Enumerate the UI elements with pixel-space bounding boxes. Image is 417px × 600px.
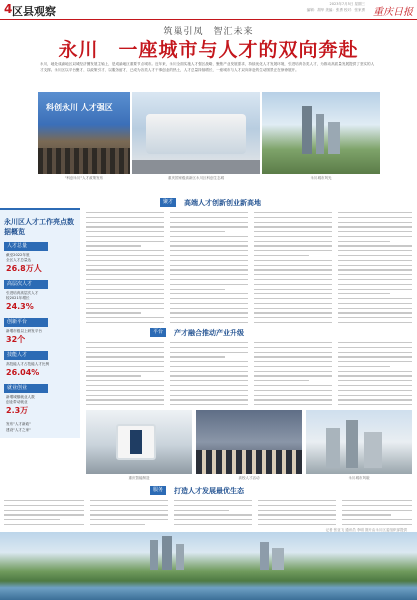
photo-city-panorama: [0, 532, 417, 600]
editor-line: 编辑：胡华 美编：张勇 校对：张家勇: [306, 8, 365, 12]
lead-paragraph: 永川，地处成渝地区双城经济圈发展主轴上，是成渝地区重要节点城市。近年来，永川全面实施人才强区战略，聚焦产业发展需求，持续优化人才发展环境，引进培育各类人才，为推动高质量发展提供了坚实的人才支撑。永川区以平台聚才、以政策引才、以服务留才，已成为各类人才干事创业的热土，人才总量持续增长，一座城市与人才双向奔赴的生动图景正在徐徐展开。: [40, 62, 375, 72]
sidebar-block-line: 创业带动就业: [6, 400, 28, 404]
sidebar-block-line: 新增市级以上研发平台: [6, 329, 42, 333]
body-text-column: [90, 500, 168, 530]
sidebar-footer-line: 发布"人才新政": [6, 422, 31, 426]
headline: 永川 一座城市与人才的双向奔赴: [58, 39, 359, 61]
kicker: 筑巢引凤 智汇未来: [163, 27, 254, 37]
section-tag: 聚才: [160, 198, 176, 207]
body-text-column: [254, 212, 332, 324]
photo-science-city: [132, 92, 260, 174]
sidebar-block-head: 人才总量: [4, 242, 48, 251]
body-text-column: [258, 500, 336, 530]
photo-campus-event: [196, 410, 302, 474]
body-text-column: [254, 342, 332, 408]
date-line: 2023年7月5日 星期三: [329, 2, 365, 6]
photo-overlay-text: 科创永川 人才强区: [46, 103, 113, 112]
sidebar-block-line: 高技能人才占技能人才比例: [6, 362, 50, 366]
stats-sidebar: [0, 208, 80, 438]
sidebar-block-value: 26.04%: [6, 368, 40, 377]
photo-city-view: [262, 92, 380, 174]
section-tag: 平台: [150, 328, 166, 337]
sidebar-footer-line: 建设"人才之家": [6, 428, 31, 432]
sidebar-title: 永川区人才工作亮点数据概览: [4, 218, 74, 236]
sidebar-block-line: 截至2022年底: [6, 253, 30, 257]
section-name: 区县观察: [12, 5, 56, 18]
sidebar-block-value: 2.3万: [6, 406, 29, 415]
newspaper-logo: 重庆日报: [373, 7, 413, 18]
sidebar-block-head: 就业创业: [4, 384, 48, 393]
section-tag: 服务: [150, 486, 166, 495]
photo-smart-manufacturing: [86, 410, 192, 474]
sidebar-block-line: 较2021年增长: [6, 296, 30, 300]
body-text-column: [174, 500, 252, 530]
sidebar-block-head: 技能人才: [4, 351, 48, 360]
photo-city-skyline: [306, 410, 412, 474]
body-text-column: [338, 212, 412, 324]
sidebar-block-line: 引进培育高层次人才: [6, 291, 39, 295]
sidebar-block-head: 高层次人才: [4, 280, 48, 289]
photo-caption: 高校人才活动: [238, 476, 260, 480]
section-title: 产才融合推动产业升级: [174, 329, 244, 337]
sidebar-block-value: 26.8万人: [6, 264, 42, 273]
credits: 记者 张亚飞 通讯员 李明 图片由永川区委组织部提供: [325, 528, 407, 532]
photo-caption: 重庆国家级高新区永川区科创生态城: [168, 176, 224, 180]
sidebar-block-value: 32个: [6, 335, 26, 344]
sidebar-block-head: 创新平台: [4, 318, 48, 327]
body-text-column: [86, 212, 164, 324]
sidebar-block-line: 新增城镇就业人数: [6, 395, 35, 399]
sidebar-block-value: 24.3%: [6, 302, 34, 311]
sidebar-block-line: 全区人才总量达: [6, 258, 32, 262]
section-title: 打造人才发展最优生态: [174, 487, 244, 495]
body-text-column: [4, 500, 84, 530]
photo-caption: "科创永川"人才政策发布: [64, 176, 104, 180]
photo-caption: 永川城市风光: [310, 176, 332, 180]
photo-policy-launch: [38, 92, 130, 174]
photo-caption: 重庆智能制造: [128, 476, 150, 480]
body-text-column: [170, 212, 248, 324]
body-text-column: [86, 342, 164, 408]
photo-caption: 永川城市风貌: [348, 476, 370, 480]
page-number: 4: [4, 2, 13, 16]
body-text-column: [338, 342, 412, 408]
page-masthead: [0, 0, 417, 20]
section-title: 高端人才创新创业新高地: [184, 199, 261, 207]
body-text-column: [170, 342, 248, 408]
body-text-column: [342, 500, 412, 530]
